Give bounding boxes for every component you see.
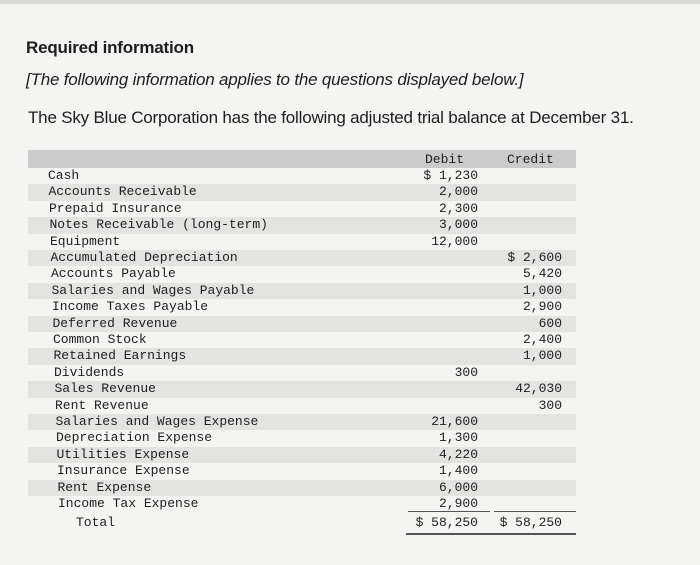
account-name: Accounts Receivable bbox=[48, 184, 197, 200]
trial-balance-table bbox=[28, 150, 576, 540]
table-row bbox=[28, 414, 576, 430]
account-name: Income Taxes Payable bbox=[52, 299, 209, 315]
account-name: Deferred Revenue bbox=[52, 315, 178, 331]
account-name: Sales Revenue bbox=[54, 381, 156, 397]
total-row bbox=[28, 515, 576, 531]
debit-amount: 1,400 bbox=[438, 463, 478, 479]
debit-column-header: Debit bbox=[425, 152, 465, 167]
total-credit: $ 58,250 bbox=[499, 515, 562, 531]
debit-amount: $ 1,230 bbox=[423, 168, 478, 183]
credit-amount: 300 bbox=[538, 397, 562, 413]
intro-text: The Sky Blue Corporation has the following adjusted trial balance at December 31. bbox=[28, 108, 634, 127]
account-name: Dividends bbox=[54, 364, 125, 380]
table-row bbox=[28, 184, 576, 200]
total-rule bbox=[406, 533, 576, 535]
credit-amount: 2,400 bbox=[522, 332, 562, 347]
debit-amount: 21,600 bbox=[431, 414, 478, 429]
credit-amount: 600 bbox=[538, 315, 562, 331]
debit-amount: 3,000 bbox=[438, 217, 478, 233]
account-name: Prepaid Insurance bbox=[49, 200, 182, 216]
credit-amount: 1,000 bbox=[522, 282, 562, 298]
table-row bbox=[28, 266, 576, 282]
credit-column-header: Credit bbox=[507, 152, 554, 167]
section-heading: Required information bbox=[26, 38, 194, 57]
table-row bbox=[28, 348, 576, 364]
table-row bbox=[28, 234, 576, 250]
debit-amount: 4,220 bbox=[438, 446, 478, 462]
top-border bbox=[0, 0, 700, 4]
account-name: Income Tax Expense bbox=[58, 496, 199, 511]
account-name: Salaries and Wages Expense bbox=[55, 414, 259, 429]
table-row bbox=[28, 168, 576, 184]
table-row bbox=[28, 201, 576, 217]
debit-amount: 6,000 bbox=[438, 479, 478, 495]
table-row bbox=[28, 332, 576, 348]
info-note: [The following information applies to the questions displayed below.] bbox=[26, 70, 524, 89]
table-row bbox=[28, 381, 576, 397]
total-debit: $ 58,250 bbox=[415, 515, 478, 531]
account-name: Cash bbox=[48, 168, 80, 183]
debit-amount: 12,000 bbox=[431, 233, 478, 249]
account-name: Insurance Expense bbox=[57, 463, 190, 479]
debit-amount: 1,300 bbox=[438, 430, 478, 446]
debit-amount: 2,000 bbox=[438, 184, 478, 200]
table-row bbox=[28, 496, 576, 512]
credit-amount: 5,420 bbox=[522, 266, 562, 282]
account-name: Salaries and Wages Payable bbox=[51, 282, 255, 298]
table-row bbox=[28, 217, 576, 233]
debit-subtotal-rule bbox=[408, 511, 490, 512]
table-header-band bbox=[28, 150, 576, 168]
credit-subtotal-rule bbox=[494, 511, 576, 512]
debit-amount: 2,900 bbox=[438, 496, 478, 511]
table-row bbox=[28, 398, 576, 414]
table-row bbox=[28, 316, 576, 332]
account-name: Accounts Payable bbox=[51, 266, 176, 282]
table-row bbox=[28, 250, 576, 266]
credit-amount: 2,900 bbox=[522, 299, 562, 315]
account-name: Common Stock bbox=[53, 332, 147, 347]
account-name: Utilities Expense bbox=[56, 446, 190, 462]
account-name: Accumulated Depreciation bbox=[50, 250, 238, 265]
table-row bbox=[28, 480, 576, 496]
table-row bbox=[28, 283, 576, 299]
table-row bbox=[28, 447, 576, 463]
table-row bbox=[28, 463, 576, 479]
table-row bbox=[28, 299, 576, 315]
credit-amount: 42,030 bbox=[515, 381, 562, 397]
account-name: Depreciation Expense bbox=[56, 430, 213, 446]
account-name: Notes Receivable (long-term) bbox=[49, 217, 268, 233]
account-name: Rent Revenue bbox=[55, 397, 149, 413]
debit-amount: 300 bbox=[454, 364, 478, 380]
account-name: Retained Earnings bbox=[53, 348, 187, 364]
account-name: Equipment bbox=[50, 233, 121, 249]
credit-amount: $ 2,600 bbox=[507, 250, 562, 265]
table-row bbox=[28, 430, 576, 446]
total-label: Total bbox=[76, 515, 116, 531]
account-name: Rent Expense bbox=[57, 479, 152, 495]
credit-amount: 1,000 bbox=[522, 348, 562, 364]
debit-amount: 2,300 bbox=[438, 200, 478, 216]
table-row bbox=[28, 365, 576, 381]
